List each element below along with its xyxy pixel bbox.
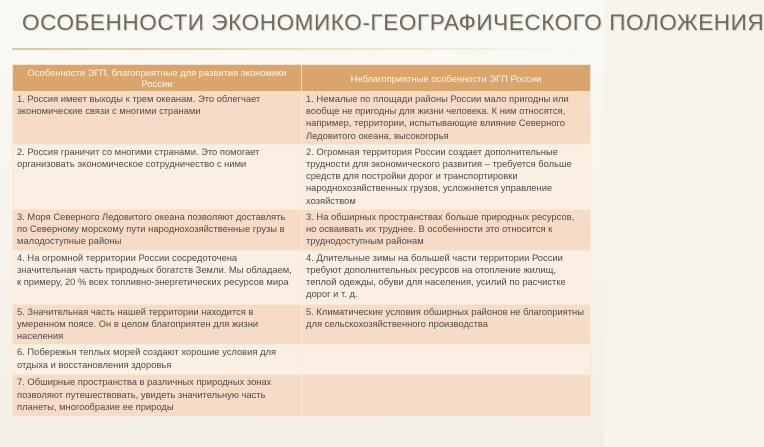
table-header-row bbox=[13, 65, 591, 92]
unfavorable-cell: 5. Климатические условия обширных районов не благоприятны для сельскохозяйственного производства bbox=[302, 304, 591, 345]
unfavorable-cell: 2. Огромная территория России создает дополнительные трудности для экономического развития – требуется больше средств для постройки дорог и транспортировки народнохозяйственных грузов, усложняется управление хозяйством bbox=[302, 144, 591, 209]
slide-title: ОСОБЕННОСТИ ЭКОНОМИКО-ГЕОГРАФИЧЕСКОГО ПОЛОЖЕНИЯ bbox=[22, 10, 764, 35]
header-favorable: Особенности ЭГП, благоприятные для развития экономики России bbox=[13, 65, 302, 92]
table-row bbox=[13, 345, 591, 375]
egp-comparison-table bbox=[12, 64, 591, 417]
unfavorable-cell bbox=[302, 345, 591, 375]
table-row bbox=[13, 144, 591, 209]
table-row bbox=[13, 92, 591, 145]
favorable-cell: 2. Россия граничит со многими странами. Это помогает организовать экономическое сотрудничество с ними bbox=[13, 144, 302, 209]
table-row bbox=[13, 304, 591, 345]
header-unfavorable: Неблагоприятные особенности ЭГП России bbox=[302, 65, 591, 92]
table-row bbox=[13, 250, 591, 304]
title-divider bbox=[12, 48, 592, 50]
unfavorable-cell: 1. Немалые по площади районы России мало пригодны или вообще не пригодны для жизни человека. К ним относятся, например, территории, испытывающие влияние Северного Ледовитого океана, высокогорья bbox=[302, 92, 591, 145]
unfavorable-cell: 4. Длительные зимы на большей части территории России требуют дополнительных ресурсов на отопление жилищ, теплой одежды, обуви для населения, усилий по расчистке дорог и т. д. bbox=[302, 250, 591, 304]
favorable-cell: 5. Значительная часть нашей территории находится в умеренном поясе. Он в целом благоприятен для жизни населения bbox=[13, 304, 302, 345]
favorable-cell: 4. На огромной территории России сосредоточена значительная часть природных богатств Земли. Мы обладаем, к примеру, 20 % всех топливно-энергетических ресурсов мира bbox=[13, 250, 302, 304]
table-row bbox=[13, 209, 591, 250]
unfavorable-cell: 3. На обширных пространствах больше природных ресурсов, но осваивать их труднее. В особенности это относится к труднодоступным районам bbox=[302, 209, 591, 250]
favorable-cell: 7. Обширные пространства в различных природных зонах позволяют путешествовать, увидеть значительную часть планеты, многообразие ее природы bbox=[13, 375, 302, 417]
favorable-cell: 1. Россия имеет выходы к трем океанам. Это облегчает экономические связи с многими странами bbox=[13, 92, 302, 145]
favorable-cell: 6. Побережья теплых морей создают хорошие условия для отдыха и восстановления здоровья bbox=[13, 345, 302, 375]
unfavorable-cell bbox=[302, 375, 591, 417]
table-row bbox=[13, 375, 591, 417]
favorable-cell: 3. Моря Северного Ледовитого океана позволяют доставлять по Северному морскому пути народнохозяйственные грузы в малодоступные районы bbox=[13, 209, 302, 250]
